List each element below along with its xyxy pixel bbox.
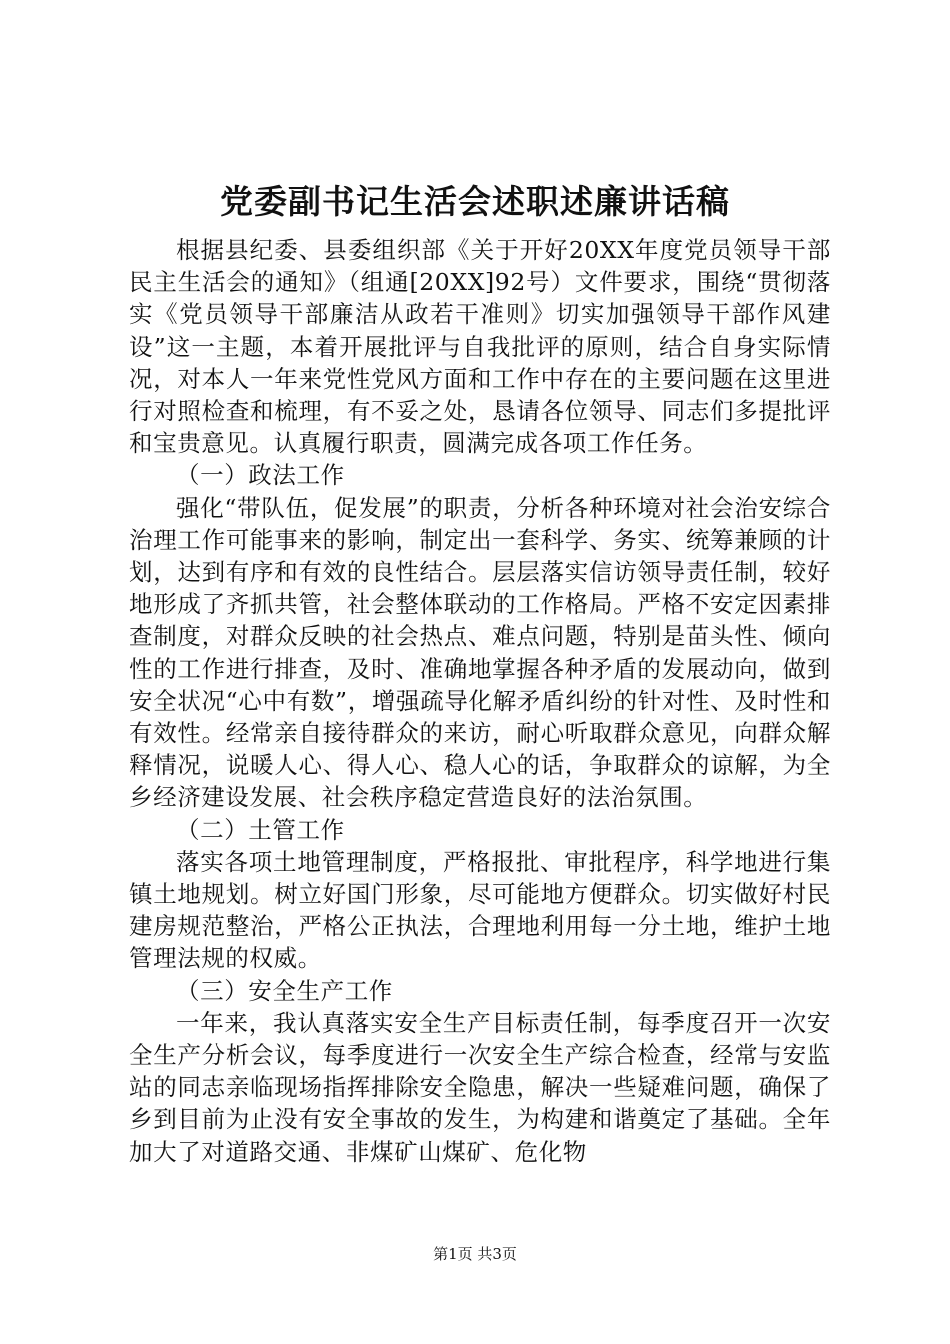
section-heading-safety-production: （三）安全生产工作 (176, 976, 393, 1005)
safety-production-paragraph: 一年来，我认真落实安全生产目标责任制，每季度召开一次安全生产分析会议，每季度进行一次安全生产综合检查，经常与安监站的同志亲临现场指挥排除安全隐患，解决一些疑难问题，确保了乡到目前为止没有安全事故的发生，为构建和谐奠定了基础。全年加大了对道路交通、非煤矿山煤矿、危化物 (129, 1008, 831, 1166)
page-number-footer: 第1页 共3页 (433, 1245, 517, 1263)
document-body (129, 234, 831, 1168)
land-management-paragraph: 落实各项土地管理制度，严格报批、审批程序，科学地进行集镇土地规划。树立好国门形象，尽可能地方便群众。切实做好村民建房规范整治，严格公正执法，合理地利用每一分土地，维护土地管理法规的权威。 (129, 847, 831, 973)
section-heading-land-management: （二）土管工作 (176, 815, 345, 844)
section-heading-politics-law: （一）政法工作 (176, 461, 345, 490)
intro-paragraph: 根据县纪委、县委组织部《关于开好20XX年度党员领导干部民主生活会的通知》（组通[20XX]92号）文件要求，围绕“贯彻落实《党员领导干部廉洁从政若干准则》切实加强领导干部作风建设”这一主题，本着开展批评与自我批评的原则，结合自身实际情况，对本人一年来党性党风方面和工作中存在的主要问题在这里进行对照检查和梳理，有不妥之处，恳请各位领导、同志们多提批评和宝贵意见。认真履行职责，圆满完成各项工作任务。 (129, 236, 831, 458)
politics-law-paragraph: 强化“带队伍，促发展”的职责，分析各种环境对社会治安综合治理工作可能事来的影响，制定出一套科学、务实、统筹兼顾的计划，达到有序和有效的良性结合。层层落实信访领导责任制，较好地形成了齐抓共管，社会整体联动的工作格局。严格不安定因素排查制度，对群众反映的社会热点、难点问题，特别是苗头性、倾向性的工作进行排查，及时、准确地掌握各种矛盾的发展动向，做到安全状况“心中有数”，增强疏导化解矛盾纠纷的针对性、及时性和有效性。经常亲自接待群众的来访，耐心听取群众意见，向群众解释情况，说暖人心、得人心、稳人心的话，争取群众的谅解，为全乡经济建设发展、社会秩序稳定营造良好的法治氛围。 (129, 493, 831, 812)
document-title: 党委副书记生活会述职述廉讲话稿 (220, 182, 730, 221)
